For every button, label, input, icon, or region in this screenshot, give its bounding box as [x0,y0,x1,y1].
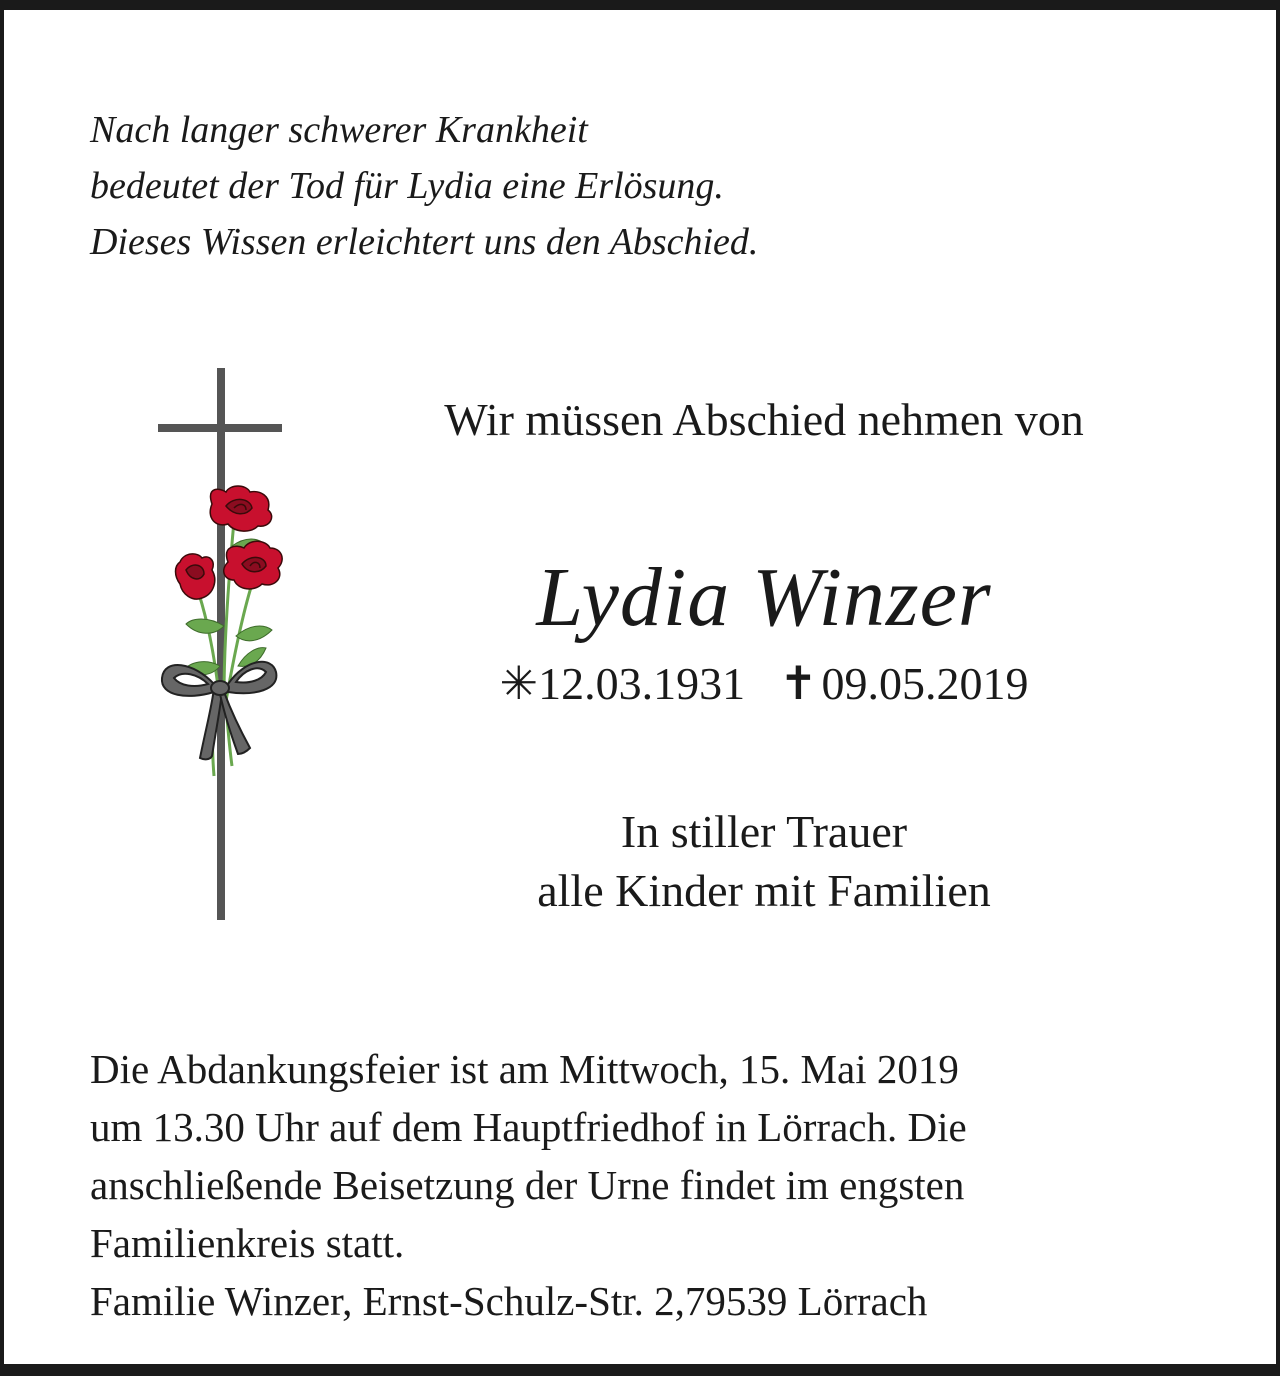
details-line: Familienkreis statt. [90,1220,405,1266]
mourning-line: alle Kinder mit Familien [537,865,991,916]
details-line: Die Abdankungsfeier ist am Mittwoch, 15. Mai 2019 [90,1046,959,1092]
life-dates [334,654,1194,714]
intro-line: bedeutet der Tod für Lydia eine Erlösung. [90,165,724,207]
rose-right [224,541,282,589]
mourning-text [334,802,1194,920]
deceased-name: Lydia Winzer [536,551,992,644]
death-cross-icon: ✝ [779,658,818,709]
details-line: anschließende Beisetzung der Urne findet im engsten [90,1162,965,1208]
cross-with-roses-icon [154,366,294,922]
death-date: 09.05.2019 [821,658,1029,709]
birth-icon: ✳ [499,658,539,709]
rose-left [176,554,215,599]
rose-top [210,486,271,531]
heading: Wir müssen Abschied nehmen von [444,394,1084,445]
details-line: um 13.30 Uhr auf dem Hauptfriedhof in Lörrach. Die [90,1104,967,1150]
details-line: Familie Winzer, Ernst-Schulz-Str. 2,79539 Lörrach [90,1278,928,1324]
ceremony-details [90,1040,967,1330]
intro-line: Dieses Wissen erleichtert uns den Abschied. [90,221,759,263]
intro-text [90,102,758,270]
cross-horizontal-bar [158,424,282,432]
mourning-line: In stiller Trauer [620,806,908,857]
birth-date: 12.03.1931 [538,658,746,709]
intro-line: Nach langer schwerer Krankheit [90,109,588,151]
